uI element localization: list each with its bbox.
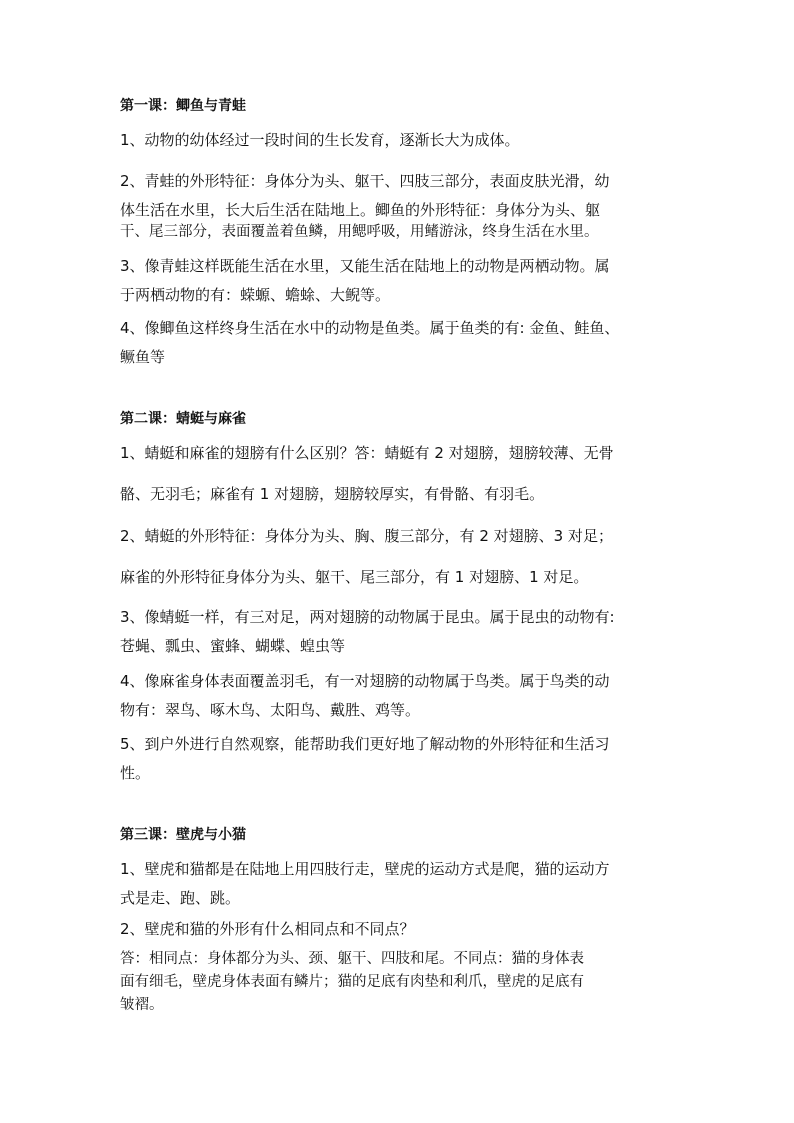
lesson3-line-3: 2、壁虎和猫的外形有什么相同点和不同点？ <box>120 920 415 938</box>
lesson3-line-5: 面有细毛，壁虎身体表面有鳞片；猫的足底有肉垫和利爪，壁虎的足底有 <box>120 974 584 990</box>
lesson2-line-4: 麻雀的外形特征身体分为头、躯干、尾三部分，有 1 对翅膀、1 对足。 <box>120 568 589 586</box>
lesson2-line-7: 4、像麻雀身体表面覆盖羽毛，有一对翅膀的动物属于鸟类。属于鸟类的动 <box>120 672 610 690</box>
lesson2-line-10: 性。 <box>120 764 151 782</box>
lesson1-line-4: 干、尾三部分，表面覆盖着鱼鳞，用鳃呼吸，用鳍游泳，终身生活在水里。 <box>120 224 599 240</box>
lesson1-line-3: 体生活在水里，长大后生活在陆地上。鲫鱼的外形特征：身体分为头、躯 <box>120 201 601 219</box>
lesson2-line-6: 苍蝇、瓢虫、蜜蜂、蝴蝶、蝗虫等 <box>120 637 346 655</box>
lesson3-line-6: 皱褶。 <box>120 997 164 1013</box>
lesson2-line-2: 骼、无羽毛；麻雀有 1 对翅膀，翅膀较厚实，有骨骼、有羽毛。 <box>120 485 545 503</box>
lesson1-line-2: 2、青蛙的外形特征：身体分为头、躯干、四肢三部分，表面皮肤光滑，幼 <box>120 172 610 190</box>
lesson1-line-5: 3、像青蛙这样既能生活在水里，又能生活在陆地上的动物是两栖动物。属 <box>120 257 610 275</box>
lesson1-line-6: 于两栖动物的有：蝾螈、蟾蜍、大鲵等。 <box>120 286 391 304</box>
lesson2-title: 第二课：蜻蜓与麻雀 <box>120 411 246 427</box>
lesson3-line-1: 1、壁虎和猫都是在陆地上用四肢行走，壁虎的运动方式是爬，猫的运动方 <box>120 860 610 878</box>
lesson2-line-9: 5、到户外进行自然观察，能帮助我们更好地了解动物的外形特征和生活习 <box>120 735 610 753</box>
lesson1-line-1: 1、动物的幼体经过一段时间的生长发育，逐渐长大为成体。 <box>120 131 520 149</box>
lesson1-line-8: 鳜鱼等 <box>120 348 166 366</box>
lesson2-line-5: 3、像蜻蜓一样，有三对足，两对翅膀的动物属于昆虫。属于昆虫的动物有: <box>120 608 615 626</box>
lesson1-title: 第一课：鲫鱼与青蛙 <box>120 98 246 114</box>
lesson1-line-7: 4、像鲫鱼这样终身生活在水中的动物是鱼类。属于鱼类的有: 金鱼、鲑鱼、 <box>120 319 620 337</box>
lesson3-line-4: 答：相同点：身体都分为头、颈、躯干、四肢和尾。不同点：猫的身体表 <box>120 951 584 967</box>
lesson3-line-2: 式是走、跑、跳。 <box>120 889 241 907</box>
lesson2-line-8: 物有：翠鸟、啄木鸟、太阳鸟、戴胜、鸡等。 <box>120 701 421 719</box>
lesson2-line-1: 1、蜻蜓和麻雀的翅膀有什么区别？答：蜻蜓有 2 对翅膀，翅膀较薄、无骨 <box>120 444 614 462</box>
lesson3-title: 第三课：壁虎与小猫 <box>120 827 246 843</box>
lesson2-line-3: 2、蜻蜓的外形特征：身体分为头、胸、腹三部分，有 2 对翅膀、3 对足； <box>120 527 613 545</box>
